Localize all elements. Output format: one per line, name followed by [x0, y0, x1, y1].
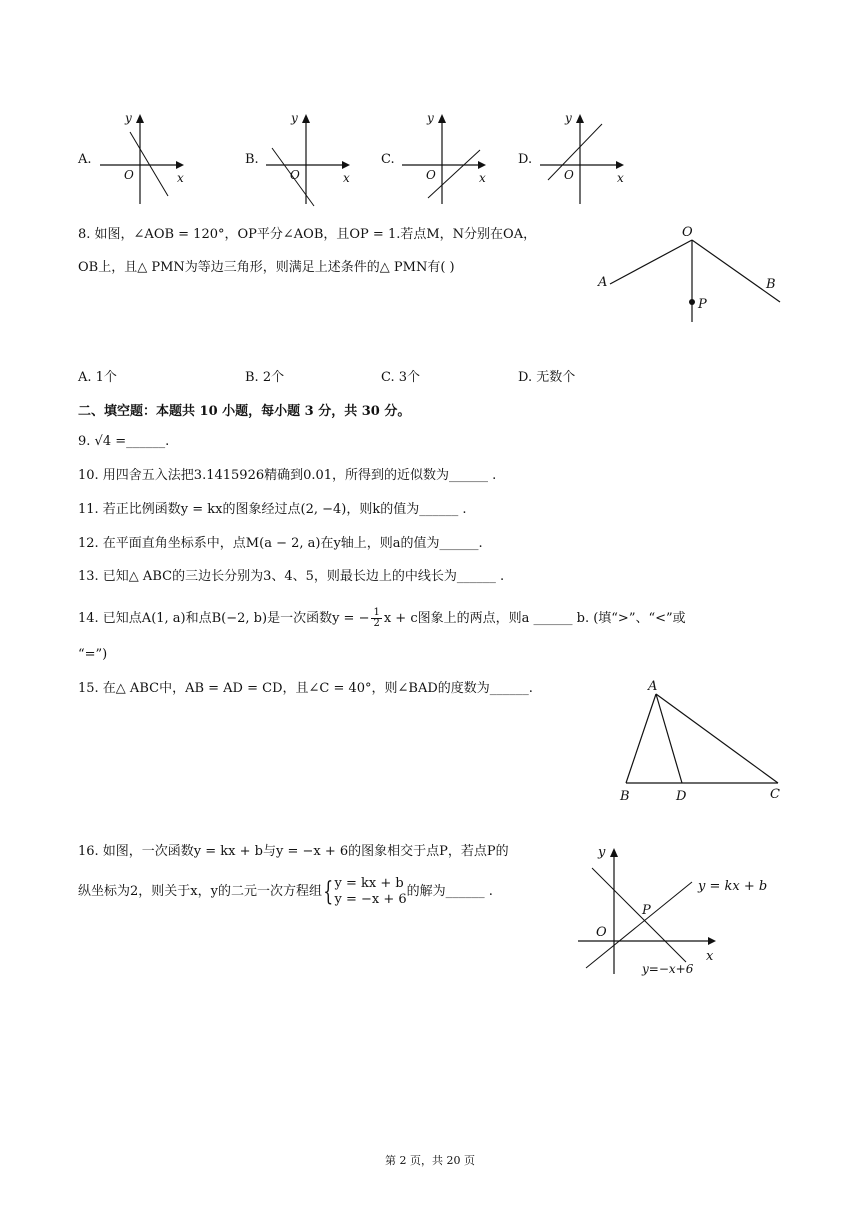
vertex-a-label: A — [648, 679, 658, 694]
y-axis-label: y — [598, 845, 606, 860]
vertex-c-label: C — [770, 787, 780, 802]
q8-figure-angle-aob — [594, 222, 788, 326]
q14-fraction-numerator: 1 — [373, 607, 380, 618]
q16-text-post: 的解为______ . — [406, 884, 493, 899]
q10-text: 10. 用四舍五入法把3.1415926精确到0.01，所得到的近似数为______ . — [78, 468, 497, 483]
q13-text: 13. 已知△ ABC的三边长分别为3、4、5，则最长边上的中线长为______ . — [78, 569, 505, 584]
q8-option-c: C. 3个 — [381, 370, 421, 385]
y-axis-label: y — [565, 111, 572, 125]
q8-option-d: D. 无数个 — [518, 370, 576, 385]
q7-option-d-label: D. — [518, 152, 533, 167]
line-kx-b-label: y = kx + b — [698, 879, 768, 894]
q8-line-1: 8. 如图，∠AOB = 120°，OP平分∠AOB，且OP = 1.若点M，N分别在OA， — [78, 227, 537, 242]
point-o-label: O — [682, 225, 693, 240]
q9-text: 9. √4 =______. — [78, 434, 170, 449]
q7-option-d-graph — [536, 108, 632, 208]
point-p-label: P — [698, 297, 707, 312]
vertex-b-label: B — [620, 789, 630, 804]
q8-option-a: A. 1个 — [78, 370, 117, 385]
q7-option-a-graph — [96, 108, 192, 208]
line-neg-x-6-label: y=−x+6 — [642, 962, 694, 976]
x-axis-label: x — [343, 171, 350, 185]
q16-line-1: 16. 如图，一次函数y = kx + b与y = −x + 6的图象相交于点P，若点P的 — [78, 844, 509, 859]
q7-option-a-label: A. — [78, 152, 92, 167]
x-axis-label: x — [479, 171, 486, 185]
q14-fraction — [371, 608, 381, 629]
point-a-label: A — [598, 275, 608, 290]
point-b-label: B — [766, 277, 776, 292]
origin-label: O — [124, 168, 134, 182]
q14-text-pre: 14. 已知点A(1, a)和点B(−2, b)是一次函数y = − — [78, 610, 370, 626]
q7-option-b-graph — [262, 108, 358, 208]
q14-text-post: x + c图象上的两点，则a ______ b. (填“>”、“<”或 — [383, 610, 686, 626]
origin-label: O — [596, 925, 607, 940]
x-axis-label: x — [706, 949, 714, 964]
q14-line-1 — [78, 608, 686, 629]
q7-option-c-label: C. — [381, 152, 395, 167]
q16-text-pre: 纵坐标为2，则关于x，y的二元一次方程组 — [78, 884, 322, 899]
q11-text: 11. 若正比例函数y = kx的图象经过点(2, −4)，则k的值为______ . — [78, 502, 467, 517]
q16-equation-system — [335, 876, 407, 908]
x-axis-label: x — [617, 171, 624, 185]
x-axis-label: x — [177, 171, 184, 185]
origin-label: O — [290, 168, 300, 182]
q15-figure-triangle — [614, 676, 786, 804]
q14-fraction-denominator: 2 — [373, 618, 380, 629]
q16-figure-function-graphs — [574, 836, 786, 978]
q7-option-b-label: B. — [245, 152, 259, 167]
origin-label: O — [564, 168, 574, 182]
point-d-label: D — [676, 789, 687, 804]
page-footer: 第 2 页，共 20 页 — [385, 1154, 475, 1167]
q8-line-2: OB上，且△ PMN为等边三角形，则满足上述条件的△ PMN有( ) — [78, 260, 455, 275]
q16-equation-1: y = kx + b — [334, 876, 404, 891]
q16-brace: { — [323, 877, 334, 907]
q7-option-c-graph — [398, 108, 494, 208]
q16-line-2 — [78, 876, 493, 908]
section-2-title: 二、填空题：本题共 10 小题，每小题 3 分，共 30 分。 — [78, 404, 411, 419]
y-axis-label: y — [125, 111, 132, 125]
q16-equation-2: y = −x + 6 — [334, 892, 407, 907]
q14-line-2: “=”) — [78, 647, 108, 662]
y-axis-label: y — [427, 111, 434, 125]
q8-option-b: B. 2个 — [245, 370, 285, 385]
y-axis-label: y — [291, 111, 298, 125]
intersection-p-label: P — [642, 903, 651, 918]
q15-text: 15. 在△ ABC中，AB = AD = CD，且∠C = 40°，则∠BAD的度数为______. — [78, 681, 533, 696]
origin-label: O — [426, 168, 436, 182]
q12-text: 12. 在平面直角坐标系中，点M(a − 2, a)在y轴上，则a的值为______. — [78, 536, 483, 551]
